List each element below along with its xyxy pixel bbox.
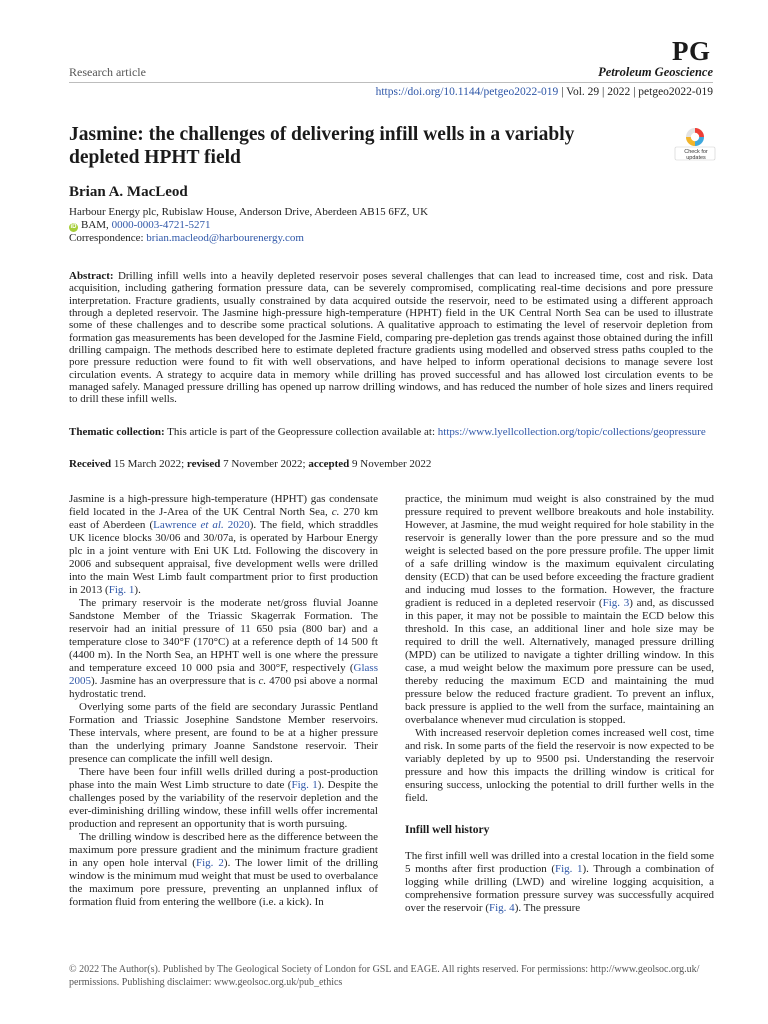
accepted-date: 9 November 2022 [349,458,432,470]
body-column-left [69,493,378,909]
revised-date: 7 November 2022; [220,458,309,470]
author-name: Brian A. MacLeod [69,184,188,200]
figure-link[interactable]: Fig. 1 [291,779,318,791]
orcid-initials: BAM, [81,219,112,231]
orcid-line [69,219,211,232]
citation-link[interactable]: Glass 2005 [69,662,378,687]
paragraph: The drilling window is described here as the difference between the maximum pore pressure gradient and the minimum fracture gradient in any open hole interval (Fig. 2). The lower limit of the drilling window is the minimum mud weight that must be used to overbalance the maximum pore pressure, preventing an unplanned influx of formation fluid from entering the wellbore (i.e. a kick). In [69,831,378,908]
author-affiliation: Harbour Energy plc, Rubislaw House, Anderson Drive, Aberdeen AB15 6FZ, UK [69,206,429,218]
journal-logo: PG [672,36,711,66]
abstract [69,270,713,406]
abstract-text: Drilling infill wells into a heavily depleted reservoir poses several challenges that can lead to increased time, cost and risk. Data acquisition, including gathering formation pressure data, can be severely compromised, complicating real-time decisions and pore pressure interpretation. Fracture gradients, usually constrained by data acquired outside the reservoir, need to be estimated using a different approach through a depleted reservoir. The Jasmine high-pressure high-temperature (HPHT) field in the UK Central North Sea can be used to illustrate some of these challenges and to describe some practical solutions. A qualitative approach to estimating the level of reservoir depletion from formation gas measurements has been developed for the Jasmine Field, comparing pre-depletion gas trends against those obtained during the infill drilling campaign. The methods described here to estimate depleted fracture gradients using modelled and observed stress paths coupled to the pore pressure reduction were found to fit with well observations, and have helped to inform operational decisions to manage severe lost circulation events. A strategy to acquire data in memory while drilling has proved successful and has allowed lost circulation events to be managed safely. Managed pressure drilling has opened up narrow drilling windows, and has reduced the number of hole sizes and liners required to drill these infill wells. [69,270,713,406]
copyright-footer [69,964,713,989]
section-heading: Infill well history [405,824,490,836]
citation-link[interactable]: Lawrence et al. 2020 [153,519,250,531]
revised-label: revised [186,458,221,470]
collection-link[interactable]: https://www.lyellcollection.org/topic/collections/geopressure [437,426,706,438]
paragraph: The first infill well was drilled into a crestal location in the field some 5 months after first production (Fig. 1). Through a combination of logging while drilling (LWD) and wireline logging acquisition, a comprehensive formation pressure survey was successfully acquired over the reservoir (Fig. 4). The pressure [405,850,714,914]
citation-line [376,86,713,98]
body-column-right [405,493,714,915]
thematic-text: This article is part of the Geopressure collection available at: [164,426,438,438]
article-type-label: Research article [69,65,146,79]
figure-link[interactable]: Fig. 1 [555,863,583,875]
received-date: 15 March 2022; [111,458,187,470]
orcid-link[interactable]: 0000-0003-4721-5271 [111,219,211,231]
journal-name: Petroleum Geoscience [598,65,713,79]
correspondence-line [69,232,304,244]
received-label: Received [69,458,112,470]
paragraph: Overlying some parts of the field are secondary Jurassic Pentland Formation and Triassic Josephine Sandstone Member reservoirs. These intervals, where present, are found to be at a higher pressure than the underlying primary Joanne Sandstone reservoir. Their presence can complicate the infill well design. [69,701,378,765]
article-dates [69,458,431,470]
accepted-label: accepted [308,458,350,470]
header-divider [69,82,713,83]
abstract-label: Abstract: [69,270,114,282]
doi-link[interactable]: https://doi.org/10.1144/petgeo2022-019 [375,86,559,98]
footer-line: permissions. Publishing disclaimer: www.geolsoc.org.uk/pub_ethics [69,976,343,988]
crossmark-badge[interactable] [671,127,719,161]
paragraph: With increased reservoir depletion comes increased well cost, time and risk. In some parts of the field the reservoir is now expected to be variably depleted by up to 9500 psi. Understanding the reservoir pressure and how this impacts the drilling window is critical for ensuring success, unlocking the potential to drill further wells in the field. [405,727,714,804]
paragraph: There have been four infill wells drilled during a post-production phase into the main West Limb structure to date (Fig. 1). Despite the challenges posed by the variability of the reservoir depletion and the ever-diminishing drilling window, these infill wells offer incremental production and represent an opportunity that is worth pursuing. [69,766,378,830]
crossmark-label: Check for updates [684,149,708,161]
orcid-icon: iD [70,224,77,230]
figure-link[interactable]: Fig. 2 [195,857,224,869]
email-link[interactable]: brian.macleod@harbourenergy.com [146,232,304,244]
figure-link[interactable]: Fig. 4 [489,902,515,914]
article-title: Jasmine: the challenges of delivering infill wells in a variably depleted HPHT field [69,124,575,168]
thematic-collection [69,426,713,438]
figure-link[interactable]: Fig. 1 [108,584,135,596]
figure-link[interactable]: Fig. 3 [602,597,630,609]
footer-line: © 2022 The Author(s). Published by The Geological Society of London for GSL and EAGE. All rights reserved. For permissions: http://www.geolsoc.org.uk/ [69,964,700,975]
paragraph: Jasmine is a high-pressure high-temperature (HPHT) gas condensate field located in the J-Area of the UK Central North Sea, c. 270 km east of Aberdeen (Lawrence et al. 2020). The field, which straddles UK licence blocks 30/06 and 30/07a, is operated by Harbour Energy plc in a joint venture with Eni UK Ltd. Following the discovery in 2006 and subsequent appraisal, five development wells were drilled into the main West Limb fault compartment prior to first production in 2013 (Fig. 1). [69,493,379,596]
thematic-label: Thematic collection: [69,426,165,438]
paragraph: The primary reservoir is the moderate net/gross fluvial Joanne Sandstone Member of the Triassic Skagerrak Formation. The reservoir had an initial pressure of 11 650 psia (800 bar) and a temperature close to 340°F (170°C) at a reference depth of 14 500 ft (4400 m). In the North Sea, an HPHT well is one where the pressure and temperature exceed 10 000 psia and 300°F, respectively (Glass 2005). Jasmine has an overpressure that is c. 4700 psi above a normal hydrostatic trend. [69,597,378,700]
paragraph: practice, the minimum mud weight is also constrained by the mud pressure required to prevent wellbore breakouts and hole instability. However, at Jasmine, the mud weight required for hole stability in the reservoir is generally lower than the pore pressure and so the mud weight is selected based on the pore pressure profile. The upper limit of a safe drilling window is the maximum equivalent circulating density (ECD) that can be used before exceeding the fracture gradient and inducing mud losses to the formation. However, the fracture gradient is reduced in a depleted reservoir (Fig. 3) and, as discussed in this paper, it may not be possible to maintain the ECD below this threshold. In this case, an additional liner and hole size may be required to drill the well. Alternatively, managed pressure drilling (MPD) can be utilized to navigate a tighter drilling window. In this case, a mud weight below the maximum pore pressure can be used, thereby reducing the maximum ECD and maintaining the mud pressure below the reduced fracture gradient. To prevent an influx, back pressure is applied to the well from the surface, maintaining an overbalance whenever mud circulation is stopped. [405,493,714,726]
correspondence-label: Correspondence: [69,232,147,244]
citation-details: | Vol. 29 | 2022 | petgeo2022-019 [558,86,713,98]
